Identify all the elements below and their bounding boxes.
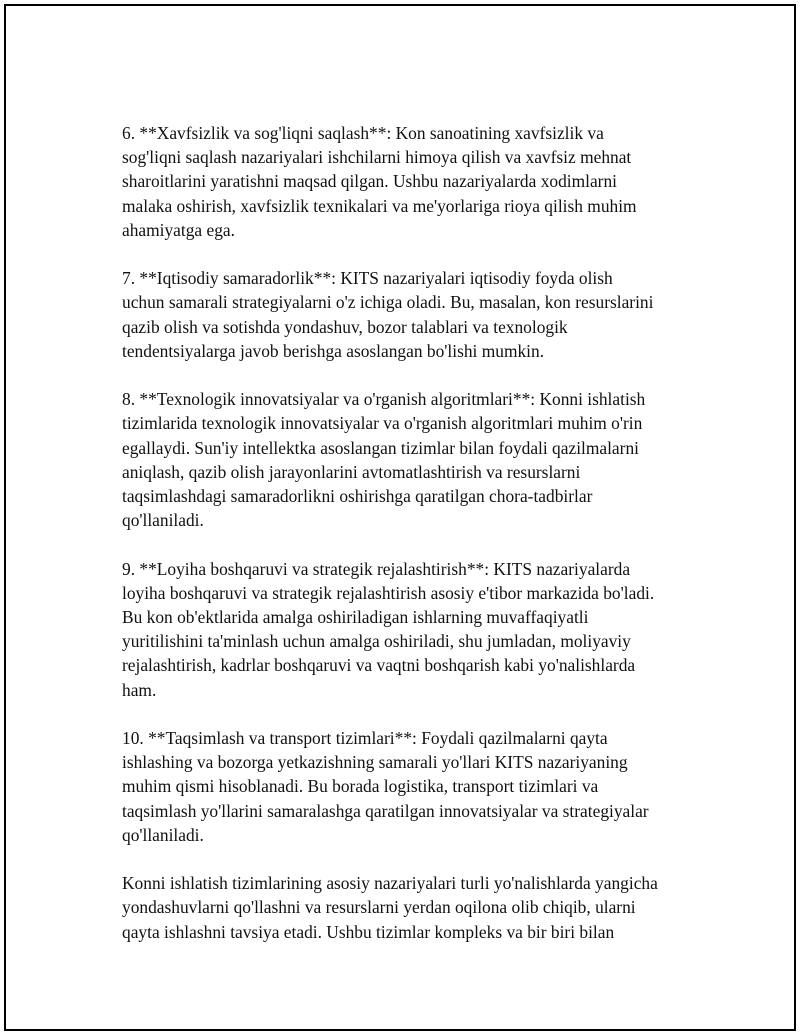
text-line: loyiha boshqaruvi va strategik rejalashtirish asosiy e'tibor markazida bo'ladi.	[122, 582, 655, 603]
paragraph-technology-innovation	[122, 387, 702, 532]
text-line: 7. **Iqtisodiy samaradorlik**: KITS nazariyalari iqtisodiy foyda olish	[122, 268, 613, 289]
text-line: yuritilishini ta'minlash uchun amalga oshiriladi, shu jumladan, moliyaviy	[122, 631, 631, 652]
text-line: ishlashing va bozorga yetkazishning samarali yo'llari KITS nazariyaning	[122, 752, 628, 773]
text-line: 9. **Loyiha boshqaruvi va strategik rejalashtirish**: KITS nazariyalarda	[122, 558, 631, 579]
text-line: qo'llaniladi.	[122, 824, 204, 845]
text-line: tizimlarida texnologik innovatsiyalar va o'rganish algoritmlari muhim o'rin	[122, 413, 643, 434]
text-line: sog'liqni saqlash nazariyalari ishchilarni himoya qilish va xavfsiz mehnat	[122, 147, 632, 168]
paragraph-project-management	[122, 557, 702, 702]
paragraph-distribution-transport	[122, 726, 702, 847]
text-line: egallaydi. Sun'iy intellektka asoslangan tizimlar bilan foydali qazilmalarni	[122, 437, 639, 458]
text-line: 6. **Xavfsizlik va sog'liqni saqlash**: Kon sanoatining xavfsizlik va	[122, 123, 604, 143]
paragraph-safety	[122, 121, 702, 242]
text-line: qayta ishlashni tavsiya etadi. Ushbu tizimlar kompleks va bir biri bilan	[122, 921, 615, 942]
text-line: rejalashtirish, kadrlar boshqaruvi va vaqtni boshqarish kabi yo'nalishlarda	[122, 655, 636, 676]
text-line: muhim qismi hisoblanadi. Bu borada logistika, transport tizimlari va	[122, 776, 599, 797]
text-line: taqsimlash yo'llarini samaralashga qaratilgan innovatsiyalar va strategiyalar	[122, 800, 649, 821]
text-line: qo'llaniladi.	[122, 510, 204, 531]
text-line: ahamiyatga ega.	[122, 219, 235, 240]
text-line: uchun samarali strategiyalarni o'z ichiga oladi. Bu, masalan, kon resurslarini	[122, 292, 654, 313]
text-line: 10. **Taqsimlash va transport tizimlari**: Foydali qazilmalarni qayta	[122, 728, 608, 749]
text-line: 8. **Texnologik innovatsiyalar va o'rganish algoritmlari**: Konni ishlatish	[122, 389, 646, 410]
text-line: taqsimlashdagi samaradorlikni oshirishga qaratilgan chora-tadbirlar	[122, 486, 593, 507]
document-body	[122, 121, 702, 968]
page-frame	[4, 4, 796, 1031]
text-line: sharoitlarini yaratishni maqsad qilgan. Ushbu nazariyalarda xodimlarni	[122, 171, 618, 192]
text-line: Konni ishlatish tizimlarining asosiy nazariyalari turli yo'nalishlarda yangicha	[122, 873, 658, 894]
text-line: ham.	[122, 679, 157, 700]
text-line: Bu kon ob'ektlarida amalga oshiriladigan ishlarning muvaffaqiyatli	[122, 607, 589, 628]
paragraph-conclusion	[122, 871, 702, 944]
text-line: qazib olish va sotishda yondashuv, bozor talablari va texnologik	[122, 316, 568, 337]
text-line: malaka oshirish, xavfsizlik texnikalari va me'yorlariga rioya qilish muhim	[122, 195, 637, 216]
text-line: yondashuvlarni qo'llashni va resurslarni yerdan oqilona olib chiqib, ularni	[122, 897, 636, 918]
paragraph-economic-efficiency	[122, 266, 702, 363]
text-line: aniqlash, qazib olish jarayonlarini avtomatlashtirish va resurslarni	[122, 461, 581, 482]
text-line: tendentsiyalarga javob berishga asoslangan bo'lishi mumkin.	[122, 340, 545, 361]
